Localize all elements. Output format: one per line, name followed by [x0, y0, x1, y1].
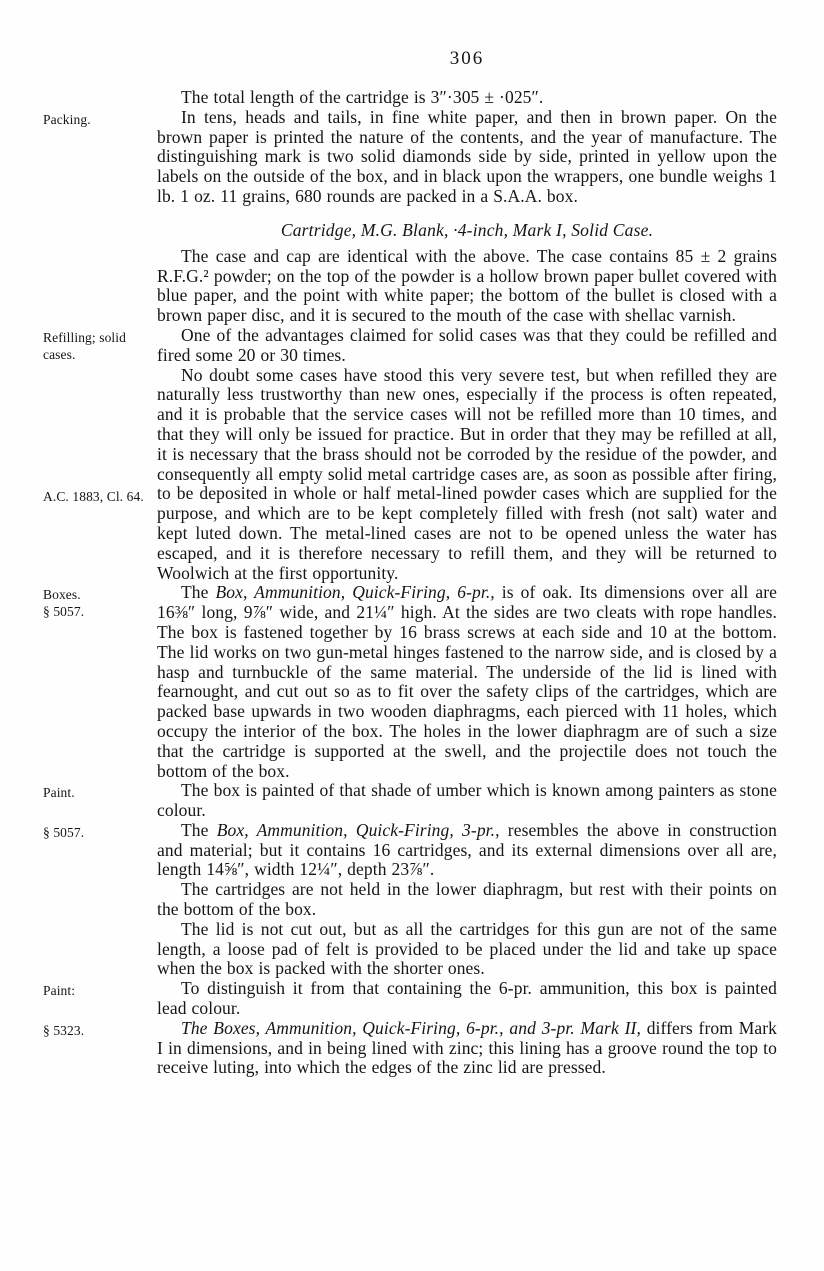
paragraph-total-length [157, 88, 777, 108]
paragraph-text-rest: differs from Mark I in dimensions, and in being lined with zinc; this lining has a groove round the top to receive luting, into which the edges of the zinc lid are pressed. [157, 1017, 777, 1078]
paragraph-box-6pr [43, 582, 778, 781]
paragraph-text: The lid is not cut out, but as all the cartridges for this gun are not of the same length, a loose pad of felt is provided to be placed under the lid and take up space when the box is packed with the shorter ones. [157, 918, 777, 979]
paragraph-text: One of the advantages claimed for solid cases was that they could be refilled and fired some 20 or 30 times. [157, 324, 777, 365]
paragraph-text-italic: Box, Ammunition, Quick-Firing, 6-pr., [215, 582, 495, 603]
paragraph-text-lead: The [181, 582, 216, 603]
paragraph-packing [43, 106, 777, 207]
paragraph-text-lead: The [181, 819, 217, 840]
margin-note-paint-2: Paint: [43, 983, 76, 999]
paragraph-text-rest: is of oak. Its dimensions over all are 16⅜″ long, 9⅞″ wide, and 21¼″ high. At the sides are two cleats with rope handles. The box is fastened together by 16 brass screws at each side and 10 at the bottom. The lid works on two gun-metal hinges fastened to the narrow side, and is closed by a hasp and turnbuckle of the same material. The underside of the lid is lined with fearnought, and cut out so as to fit over the safety clips of the cartridges, which are packed base upwards in two wooden diaphragms, each pierced with 11 holes, which occupy the interior of the box. The holes in the lower diaphragm are of such a size that the cartridge is supported at the swell, and the projectile does not touch the bottom of the box. [157, 582, 778, 781]
page-number: 306 [449, 48, 485, 69]
paragraph-text: The total length of the cartridge is 3″·305 ± ·025″. [181, 87, 544, 107]
paragraph-boxes-mark-2 [43, 1017, 777, 1078]
margin-note-line: Boxes. [43, 587, 81, 603]
paragraph-box-3pr [43, 819, 777, 880]
paragraph-cartridges-rest-bottom [157, 880, 777, 920]
margin-note-5323: § 5323. [43, 1022, 85, 1038]
section-heading-cartridge-mg-blank: Cartridge, M.G. Blank, ·4-inch, Mark I, Solid Case. [280, 219, 654, 240]
margin-note-boxes-5057 [43, 586, 153, 620]
paragraph-text-italic: The Boxes, Ammunition, Quick-Firing, 6-pr., and 3-pr. Mark II, [181, 1017, 641, 1038]
margin-note-packing: Packing. [43, 111, 91, 127]
paragraph-text: In tens, heads and tails, in fine white paper, and then in brown paper. On the brown paper is printed the nature of the contents, and the year of manufacture. The distinguishing mark is two solid diamonds side by side, printed in yellow upon the labels on the outside of the box, and in black upon the wrappers, one bundle weighs 1 lb. 1 oz. 11 grains, 680 rounds are packed in a S.A.A. box. [157, 106, 777, 206]
margin-note-line: § 5057. [43, 604, 85, 620]
margin-note-refilling: Refilling; solid cases. [43, 329, 126, 362]
paragraph-text: No doubt some cases have stood this very severe test, but when refilled they are naturally less trustworthy than new ones, especially if the process is often repeated, and it is probable that the service cases will not be refilled more than 10 times, and that they will only be issued for practice. But in order that they may be refilled at all, it is necessary that the brass should not be corroded by the residue of the powder, and consequently all empty solid metal cartridge cases are, as soon as possible after firing, to be deposited in whole or half metal-lined powder cases which are supplied for the purpose, and which are to be kept completely filled with fresh (not salt) water and kept luted down. The metal-lined cases are not to be opened unless the water has escaped, and it is therefore necessary to refill them, and they will be returned to Woolwich at the first opportunity. [157, 364, 777, 583]
text-column [43, 87, 778, 1078]
margin-note-5057: § 5057. [43, 824, 85, 840]
paragraph-text-italic: Box, Ammunition, Quick-Firing, 3-pr., [216, 819, 500, 840]
paragraph-lid-not-cut-out [157, 920, 777, 979]
paragraph-text: The case and cap are identical with the above. The case contains 85 ± 2 grains R.F.G.² powder; on the top of the powder is a hollow brown paper bullet covered with blue paper, and the point with white paper; the bottom of the bullet is closed with a brown paper disc, and it is secured to the mouth of the case with shellac varnish. [157, 245, 777, 326]
paragraph-refilling-solid-cases [43, 324, 777, 366]
paragraph-text-rest: resembles the above in construction and material; but it contains 16 cartridges, and its external dimensions over all are, length 14⅝″, width 12¼″, depth 23⅞″. [157, 819, 777, 880]
paragraph-text: The box is painted of that shade of umber which is known among painters as stone colour. [157, 780, 777, 821]
paragraph-text: To distinguish it from that containing the 6-pr. ammunition, this box is painted lead colour. [157, 978, 777, 1019]
paragraph-no-doubt-refilled [43, 364, 777, 584]
paragraph-paint-stone-colour [43, 780, 777, 821]
margin-note-paint: Paint. [43, 785, 75, 801]
paragraph-case-and-cap [157, 247, 777, 326]
paragraph-paint-lead-colour [43, 978, 777, 1019]
margin-note-ac-1883: A.C. 1883, Cl. 64. [43, 488, 144, 504]
paragraph-text: The cartridges are not held in the lower diaphragm, but rest with their points on the bottom of the box. [157, 879, 777, 920]
